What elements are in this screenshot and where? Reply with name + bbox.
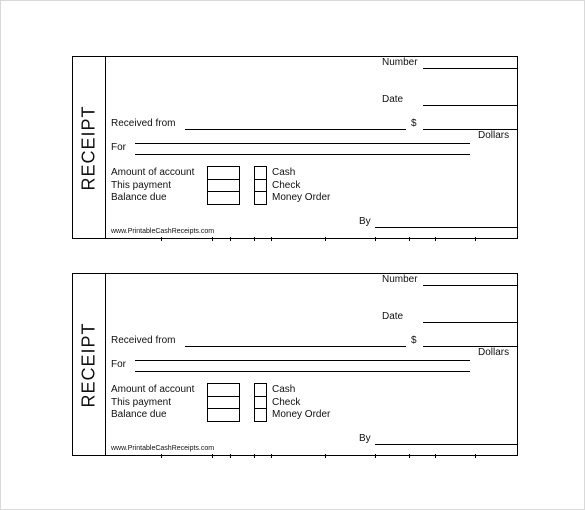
tick-mark — [230, 454, 231, 458]
tick-mark — [435, 454, 436, 458]
for-line-1[interactable] — [135, 143, 470, 144]
number-label: Number — [382, 57, 418, 68]
cash-label: Cash — [272, 167, 296, 178]
by-label: By — [359, 433, 371, 444]
date-field[interactable] — [423, 322, 518, 323]
tick-mark — [230, 237, 231, 241]
website-text: www.PrintableCashReceipts.com — [111, 445, 215, 452]
received-from-field[interactable] — [185, 129, 406, 130]
bottom-tick-marks — [73, 237, 517, 242]
amount-of-account-box[interactable] — [207, 383, 240, 397]
signature-field[interactable] — [375, 444, 518, 445]
signature-field[interactable] — [375, 227, 518, 228]
check-label: Check — [272, 180, 301, 191]
number-field[interactable] — [423, 68, 518, 69]
tick-mark — [254, 237, 255, 241]
for-label: For — [111, 142, 126, 153]
tick-mark — [254, 454, 255, 458]
received-from-label: Received from — [111, 118, 176, 129]
tick-mark — [409, 454, 410, 458]
tick-mark — [435, 237, 436, 241]
date-label: Date — [382, 94, 404, 105]
check-label: Check — [272, 397, 301, 408]
money-order-checkbox[interactable] — [254, 191, 267, 205]
tick-mark — [161, 454, 162, 458]
amount-of-account-box[interactable] — [207, 166, 240, 180]
for-line-2[interactable] — [135, 154, 470, 155]
date-field[interactable] — [423, 105, 518, 106]
receipt-2 — [72, 273, 518, 456]
for-label: For — [111, 359, 126, 370]
money-order-label: Money Order — [272, 192, 331, 203]
tick-mark — [212, 454, 213, 458]
bottom-tick-marks — [73, 454, 517, 459]
received-from-field[interactable] — [185, 346, 406, 347]
tick-mark — [475, 454, 476, 458]
balance-due-label: Balance due — [111, 192, 167, 203]
tick-mark — [271, 454, 272, 458]
tick-mark — [325, 237, 326, 241]
tick-mark — [375, 237, 376, 241]
dollar-sign: $ — [411, 335, 417, 346]
balance-due-box[interactable] — [207, 191, 240, 205]
this-payment-label: This payment — [111, 397, 172, 408]
tick-mark — [271, 237, 272, 241]
tick-mark — [212, 237, 213, 241]
receipt-title: RECEIPT — [78, 321, 99, 408]
receipt-1 — [72, 56, 518, 239]
website-text: www.PrintableCashReceipts.com — [111, 228, 215, 235]
cash-checkbox[interactable] — [254, 166, 267, 180]
amount-of-account-label: Amount of account — [111, 384, 195, 395]
tick-mark — [325, 454, 326, 458]
dollar-sign: $ — [411, 118, 417, 129]
balance-due-box[interactable] — [207, 408, 240, 422]
receipt-title: RECEIPT — [78, 104, 99, 191]
receipt-side-panel — [73, 57, 106, 238]
number-label: Number — [382, 274, 418, 285]
for-line-2[interactable] — [135, 371, 470, 372]
dollars-label: Dollars — [478, 347, 510, 358]
received-from-label: Received from — [111, 335, 176, 346]
this-payment-label: This payment — [111, 180, 172, 191]
by-label: By — [359, 216, 371, 227]
receipt-side-panel — [73, 274, 106, 455]
number-field[interactable] — [423, 285, 518, 286]
amount-of-account-label: Amount of account — [111, 167, 195, 178]
dollars-label: Dollars — [478, 130, 510, 141]
date-label: Date — [382, 311, 404, 322]
cash-label: Cash — [272, 384, 296, 395]
money-order-label: Money Order — [272, 409, 331, 420]
tick-mark — [161, 237, 162, 241]
tick-mark — [475, 237, 476, 241]
money-order-checkbox[interactable] — [254, 408, 267, 422]
tick-mark — [375, 454, 376, 458]
for-line-1[interactable] — [135, 360, 470, 361]
tick-mark — [409, 237, 410, 241]
balance-due-label: Balance due — [111, 409, 167, 420]
cash-checkbox[interactable] — [254, 383, 267, 397]
